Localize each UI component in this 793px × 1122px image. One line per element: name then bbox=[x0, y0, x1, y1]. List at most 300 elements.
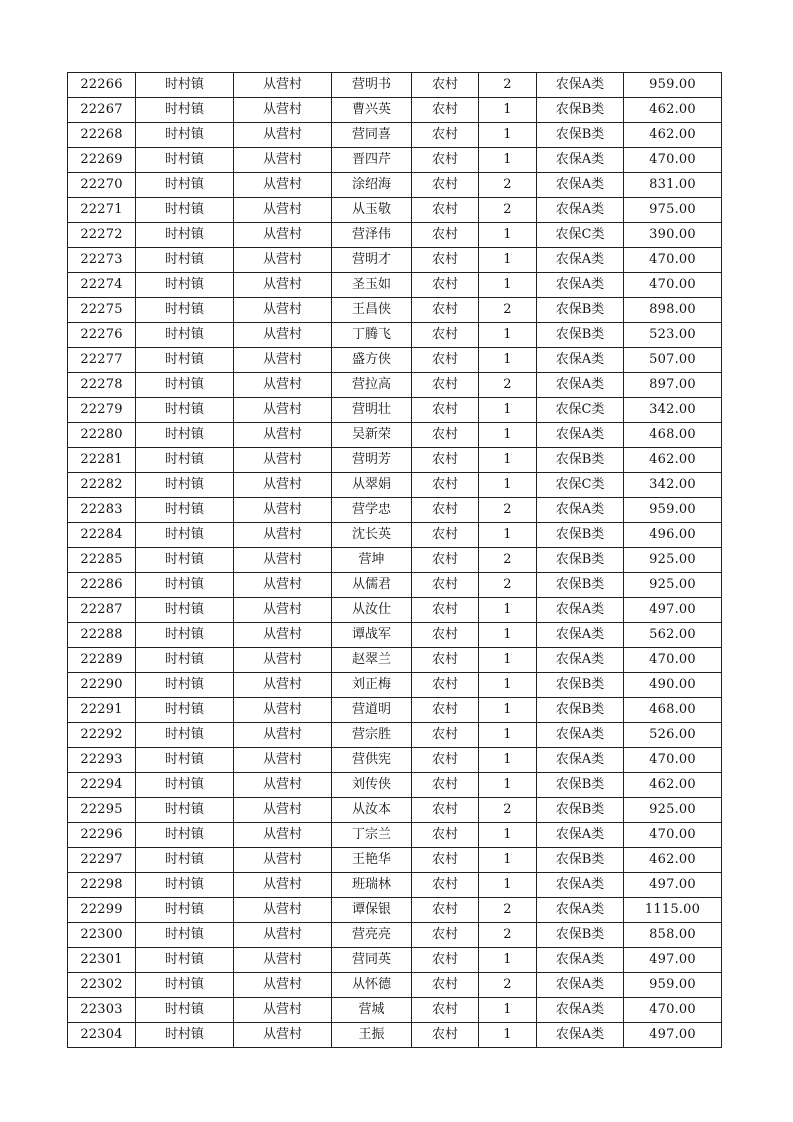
insurance-category-cell: 农保C类 bbox=[537, 398, 624, 423]
table-row bbox=[68, 423, 722, 448]
table-row bbox=[68, 648, 722, 673]
household-count-cell: 2 bbox=[479, 298, 537, 323]
area-type-cell: 农村 bbox=[412, 123, 479, 148]
village-cell: 从营村 bbox=[234, 823, 332, 848]
household-count-cell: 2 bbox=[479, 798, 537, 823]
record-id-cell: 22285 bbox=[68, 548, 136, 573]
amount-cell: 496.00 bbox=[624, 523, 722, 548]
table-row bbox=[68, 573, 722, 598]
record-id-cell: 22272 bbox=[68, 223, 136, 248]
village-cell: 从营村 bbox=[234, 548, 332, 573]
village-cell: 从营村 bbox=[234, 248, 332, 273]
amount-cell: 490.00 bbox=[624, 673, 722, 698]
amount-cell: 470.00 bbox=[624, 648, 722, 673]
village-cell: 从营村 bbox=[234, 348, 332, 373]
amount-cell: 562.00 bbox=[624, 623, 722, 648]
village-cell: 从营村 bbox=[234, 873, 332, 898]
record-id-cell: 22292 bbox=[68, 723, 136, 748]
household-count-cell: 1 bbox=[479, 1023, 537, 1048]
amount-cell: 462.00 bbox=[624, 98, 722, 123]
insurance-category-cell: 农保B类 bbox=[537, 673, 624, 698]
name-cell: 从翠娟 bbox=[332, 473, 412, 498]
insurance-category-cell: 农保B类 bbox=[537, 773, 624, 798]
table-row bbox=[68, 873, 722, 898]
household-count-cell: 2 bbox=[479, 498, 537, 523]
household-count-cell: 1 bbox=[479, 648, 537, 673]
name-cell: 从汝仕 bbox=[332, 598, 412, 623]
record-id-cell: 22286 bbox=[68, 573, 136, 598]
record-id-cell: 22301 bbox=[68, 948, 136, 973]
amount-cell: 470.00 bbox=[624, 748, 722, 773]
town-cell: 时村镇 bbox=[136, 648, 234, 673]
table-row bbox=[68, 548, 722, 573]
village-cell: 从营村 bbox=[234, 1023, 332, 1048]
village-cell: 从营村 bbox=[234, 898, 332, 923]
town-cell: 时村镇 bbox=[136, 598, 234, 623]
name-cell: 王昌侠 bbox=[332, 298, 412, 323]
town-cell: 时村镇 bbox=[136, 248, 234, 273]
amount-cell: 390.00 bbox=[624, 223, 722, 248]
town-cell: 时村镇 bbox=[136, 623, 234, 648]
name-cell: 营城 bbox=[332, 998, 412, 1023]
name-cell: 营明书 bbox=[332, 73, 412, 98]
amount-cell: 497.00 bbox=[624, 873, 722, 898]
table-row bbox=[68, 198, 722, 223]
table-row bbox=[68, 523, 722, 548]
insurance-category-cell: 农保B类 bbox=[537, 548, 624, 573]
record-id-cell: 22275 bbox=[68, 298, 136, 323]
name-cell: 从怀德 bbox=[332, 973, 412, 998]
record-id-cell: 22282 bbox=[68, 473, 136, 498]
name-cell: 刘传侠 bbox=[332, 773, 412, 798]
amount-cell: 526.00 bbox=[624, 723, 722, 748]
insurance-category-cell: 农保B类 bbox=[537, 848, 624, 873]
name-cell: 营泽伟 bbox=[332, 223, 412, 248]
village-cell: 从营村 bbox=[234, 998, 332, 1023]
insurance-category-cell: 农保A类 bbox=[537, 373, 624, 398]
name-cell: 营供宪 bbox=[332, 748, 412, 773]
area-type-cell: 农村 bbox=[412, 998, 479, 1023]
area-type-cell: 农村 bbox=[412, 648, 479, 673]
insurance-category-cell: 农保B类 bbox=[537, 573, 624, 598]
town-cell: 时村镇 bbox=[136, 748, 234, 773]
record-id-cell: 22266 bbox=[68, 73, 136, 98]
village-cell: 从营村 bbox=[234, 773, 332, 798]
village-cell: 从营村 bbox=[234, 673, 332, 698]
area-type-cell: 农村 bbox=[412, 973, 479, 998]
amount-cell: 462.00 bbox=[624, 773, 722, 798]
town-cell: 时村镇 bbox=[136, 123, 234, 148]
record-id-cell: 22281 bbox=[68, 448, 136, 473]
household-count-cell: 2 bbox=[479, 973, 537, 998]
record-id-cell: 22299 bbox=[68, 898, 136, 923]
amount-cell: 858.00 bbox=[624, 923, 722, 948]
table-row bbox=[68, 923, 722, 948]
village-cell: 从营村 bbox=[234, 148, 332, 173]
household-count-cell: 1 bbox=[479, 248, 537, 273]
village-cell: 从营村 bbox=[234, 648, 332, 673]
household-count-cell: 2 bbox=[479, 373, 537, 398]
table-row bbox=[68, 148, 722, 173]
household-count-cell: 1 bbox=[479, 623, 537, 648]
village-cell: 从营村 bbox=[234, 323, 332, 348]
table-row bbox=[68, 173, 722, 198]
insurance-category-cell: 农保B类 bbox=[537, 123, 624, 148]
record-id-cell: 22290 bbox=[68, 673, 136, 698]
area-type-cell: 农村 bbox=[412, 398, 479, 423]
area-type-cell: 农村 bbox=[412, 598, 479, 623]
name-cell: 营明芳 bbox=[332, 448, 412, 473]
household-count-cell: 1 bbox=[479, 323, 537, 348]
insurance-category-cell: 农保A类 bbox=[537, 498, 624, 523]
area-type-cell: 农村 bbox=[412, 323, 479, 348]
town-cell: 时村镇 bbox=[136, 998, 234, 1023]
area-type-cell: 农村 bbox=[412, 223, 479, 248]
household-count-cell: 1 bbox=[479, 423, 537, 448]
household-count-cell: 1 bbox=[479, 448, 537, 473]
village-cell: 从营村 bbox=[234, 173, 332, 198]
table-row bbox=[68, 948, 722, 973]
town-cell: 时村镇 bbox=[136, 423, 234, 448]
town-cell: 时村镇 bbox=[136, 373, 234, 398]
insurance-category-cell: 农保B类 bbox=[537, 448, 624, 473]
table-row bbox=[68, 698, 722, 723]
area-type-cell: 农村 bbox=[412, 173, 479, 198]
area-type-cell: 农村 bbox=[412, 948, 479, 973]
record-id-cell: 22295 bbox=[68, 798, 136, 823]
name-cell: 晋四芹 bbox=[332, 148, 412, 173]
town-cell: 时村镇 bbox=[136, 223, 234, 248]
insurance-category-cell: 农保A类 bbox=[537, 623, 624, 648]
amount-cell: 468.00 bbox=[624, 423, 722, 448]
village-cell: 从营村 bbox=[234, 73, 332, 98]
record-id-cell: 22296 bbox=[68, 823, 136, 848]
record-id-cell: 22271 bbox=[68, 198, 136, 223]
name-cell: 营同喜 bbox=[332, 123, 412, 148]
amount-cell: 470.00 bbox=[624, 248, 722, 273]
area-type-cell: 农村 bbox=[412, 823, 479, 848]
insurance-category-cell: 农保B类 bbox=[537, 523, 624, 548]
village-cell: 从营村 bbox=[234, 973, 332, 998]
village-cell: 从营村 bbox=[234, 298, 332, 323]
insurance-category-cell: 农保A类 bbox=[537, 998, 624, 1023]
record-id-cell: 22283 bbox=[68, 498, 136, 523]
record-id-cell: 22274 bbox=[68, 273, 136, 298]
table-row bbox=[68, 973, 722, 998]
household-count-cell: 2 bbox=[479, 548, 537, 573]
insurance-category-cell: 农保B类 bbox=[537, 698, 624, 723]
table-row bbox=[68, 248, 722, 273]
area-type-cell: 农村 bbox=[412, 848, 479, 873]
amount-cell: 470.00 bbox=[624, 148, 722, 173]
town-cell: 时村镇 bbox=[136, 673, 234, 698]
insurance-category-cell: 农保A类 bbox=[537, 173, 624, 198]
household-count-cell: 1 bbox=[479, 998, 537, 1023]
area-type-cell: 农村 bbox=[412, 523, 479, 548]
town-cell: 时村镇 bbox=[136, 798, 234, 823]
village-cell: 从营村 bbox=[234, 573, 332, 598]
town-cell: 时村镇 bbox=[136, 1023, 234, 1048]
table-row bbox=[68, 598, 722, 623]
household-count-cell: 1 bbox=[479, 598, 537, 623]
name-cell: 营坤 bbox=[332, 548, 412, 573]
town-cell: 时村镇 bbox=[136, 848, 234, 873]
amount-cell: 507.00 bbox=[624, 348, 722, 373]
insurance-category-cell: 农保B类 bbox=[537, 923, 624, 948]
table-row bbox=[68, 723, 722, 748]
insurance-category-cell: 农保A类 bbox=[537, 273, 624, 298]
town-cell: 时村镇 bbox=[136, 398, 234, 423]
record-id-cell: 22304 bbox=[68, 1023, 136, 1048]
insurance-category-cell: 农保A类 bbox=[537, 1023, 624, 1048]
household-count-cell: 1 bbox=[479, 223, 537, 248]
village-cell: 从营村 bbox=[234, 373, 332, 398]
record-id-cell: 22277 bbox=[68, 348, 136, 373]
area-type-cell: 农村 bbox=[412, 573, 479, 598]
area-type-cell: 农村 bbox=[412, 898, 479, 923]
table-row bbox=[68, 998, 722, 1023]
table-row bbox=[68, 298, 722, 323]
amount-cell: 959.00 bbox=[624, 73, 722, 98]
name-cell: 吴新荣 bbox=[332, 423, 412, 448]
name-cell: 丁腾飞 bbox=[332, 323, 412, 348]
town-cell: 时村镇 bbox=[136, 323, 234, 348]
household-count-cell: 1 bbox=[479, 398, 537, 423]
village-cell: 从营村 bbox=[234, 123, 332, 148]
town-cell: 时村镇 bbox=[136, 898, 234, 923]
name-cell: 刘正梅 bbox=[332, 673, 412, 698]
household-count-cell: 1 bbox=[479, 348, 537, 373]
name-cell: 圣玉如 bbox=[332, 273, 412, 298]
table-row bbox=[68, 473, 722, 498]
amount-cell: 497.00 bbox=[624, 948, 722, 973]
area-type-cell: 农村 bbox=[412, 348, 479, 373]
village-cell: 从营村 bbox=[234, 198, 332, 223]
insurance-category-cell: 农保A类 bbox=[537, 823, 624, 848]
town-cell: 时村镇 bbox=[136, 523, 234, 548]
household-count-cell: 1 bbox=[479, 673, 537, 698]
amount-cell: 470.00 bbox=[624, 823, 722, 848]
town-cell: 时村镇 bbox=[136, 873, 234, 898]
insurance-category-cell: 农保A类 bbox=[537, 723, 624, 748]
household-count-cell: 2 bbox=[479, 573, 537, 598]
area-type-cell: 农村 bbox=[412, 298, 479, 323]
record-id-cell: 22267 bbox=[68, 98, 136, 123]
record-id-cell: 22287 bbox=[68, 598, 136, 623]
table-row bbox=[68, 898, 722, 923]
household-count-cell: 2 bbox=[479, 73, 537, 98]
town-cell: 时村镇 bbox=[136, 273, 234, 298]
village-cell: 从营村 bbox=[234, 748, 332, 773]
village-cell: 从营村 bbox=[234, 598, 332, 623]
insurance-category-cell: 农保C类 bbox=[537, 223, 624, 248]
name-cell: 营同英 bbox=[332, 948, 412, 973]
amount-cell: 342.00 bbox=[624, 398, 722, 423]
name-cell: 营道明 bbox=[332, 698, 412, 723]
table-body bbox=[68, 73, 722, 1048]
amount-cell: 462.00 bbox=[624, 848, 722, 873]
household-count-cell: 1 bbox=[479, 873, 537, 898]
record-id-cell: 22300 bbox=[68, 923, 136, 948]
name-cell: 丁宗兰 bbox=[332, 823, 412, 848]
area-type-cell: 农村 bbox=[412, 548, 479, 573]
area-type-cell: 农村 bbox=[412, 748, 479, 773]
town-cell: 时村镇 bbox=[136, 923, 234, 948]
area-type-cell: 农村 bbox=[412, 148, 479, 173]
household-count-cell: 1 bbox=[479, 123, 537, 148]
village-cell: 从营村 bbox=[234, 798, 332, 823]
village-cell: 从营村 bbox=[234, 273, 332, 298]
household-count-cell: 1 bbox=[479, 848, 537, 873]
amount-cell: 462.00 bbox=[624, 448, 722, 473]
insurance-category-cell: 农保A类 bbox=[537, 648, 624, 673]
area-type-cell: 农村 bbox=[412, 923, 479, 948]
table-row bbox=[68, 773, 722, 798]
area-type-cell: 农村 bbox=[412, 773, 479, 798]
town-cell: 时村镇 bbox=[136, 73, 234, 98]
record-id-cell: 22298 bbox=[68, 873, 136, 898]
insurance-category-cell: 农保A类 bbox=[537, 198, 624, 223]
amount-cell: 342.00 bbox=[624, 473, 722, 498]
name-cell: 从玉敬 bbox=[332, 198, 412, 223]
area-type-cell: 农村 bbox=[412, 273, 479, 298]
insurance-category-cell: 农保B类 bbox=[537, 323, 624, 348]
table-row bbox=[68, 498, 722, 523]
table-row bbox=[68, 448, 722, 473]
village-cell: 从营村 bbox=[234, 398, 332, 423]
record-id-cell: 22268 bbox=[68, 123, 136, 148]
table-row bbox=[68, 223, 722, 248]
town-cell: 时村镇 bbox=[136, 823, 234, 848]
record-id-cell: 22297 bbox=[68, 848, 136, 873]
amount-cell: 497.00 bbox=[624, 598, 722, 623]
name-cell: 王艳华 bbox=[332, 848, 412, 873]
village-cell: 从营村 bbox=[234, 923, 332, 948]
town-cell: 时村镇 bbox=[136, 973, 234, 998]
amount-cell: 468.00 bbox=[624, 698, 722, 723]
table-row bbox=[68, 748, 722, 773]
record-id-cell: 22302 bbox=[68, 973, 136, 998]
area-type-cell: 农村 bbox=[412, 798, 479, 823]
record-id-cell: 22273 bbox=[68, 248, 136, 273]
village-cell: 从营村 bbox=[234, 448, 332, 473]
household-count-cell: 1 bbox=[479, 823, 537, 848]
table-row bbox=[68, 273, 722, 298]
name-cell: 营学忠 bbox=[332, 498, 412, 523]
insurance-category-cell: 农保A类 bbox=[537, 423, 624, 448]
town-cell: 时村镇 bbox=[136, 348, 234, 373]
name-cell: 王振 bbox=[332, 1023, 412, 1048]
name-cell: 谭保银 bbox=[332, 898, 412, 923]
name-cell: 从汝本 bbox=[332, 798, 412, 823]
town-cell: 时村镇 bbox=[136, 498, 234, 523]
amount-cell: 925.00 bbox=[624, 798, 722, 823]
name-cell: 盛方侠 bbox=[332, 348, 412, 373]
name-cell: 营明才 bbox=[332, 248, 412, 273]
record-id-cell: 22276 bbox=[68, 323, 136, 348]
table-row bbox=[68, 373, 722, 398]
amount-cell: 897.00 bbox=[624, 373, 722, 398]
name-cell: 营亮亮 bbox=[332, 923, 412, 948]
table-row bbox=[68, 623, 722, 648]
village-cell: 从营村 bbox=[234, 698, 332, 723]
table-row bbox=[68, 123, 722, 148]
household-count-cell: 1 bbox=[479, 948, 537, 973]
area-type-cell: 农村 bbox=[412, 98, 479, 123]
village-cell: 从营村 bbox=[234, 423, 332, 448]
record-id-cell: 22291 bbox=[68, 698, 136, 723]
amount-cell: 497.00 bbox=[624, 1023, 722, 1048]
amount-cell: 831.00 bbox=[624, 173, 722, 198]
household-count-cell: 2 bbox=[479, 173, 537, 198]
table-row bbox=[68, 73, 722, 98]
insurance-category-cell: 农保A类 bbox=[537, 873, 624, 898]
household-count-cell: 1 bbox=[479, 98, 537, 123]
insurance-category-cell: 农保A类 bbox=[537, 898, 624, 923]
town-cell: 时村镇 bbox=[136, 773, 234, 798]
table-row bbox=[68, 98, 722, 123]
village-cell: 从营村 bbox=[234, 473, 332, 498]
amount-cell: 470.00 bbox=[624, 998, 722, 1023]
household-count-cell: 1 bbox=[479, 723, 537, 748]
name-cell: 班瑞林 bbox=[332, 873, 412, 898]
area-type-cell: 农村 bbox=[412, 73, 479, 98]
amount-cell: 959.00 bbox=[624, 973, 722, 998]
record-id-cell: 22280 bbox=[68, 423, 136, 448]
village-cell: 从营村 bbox=[234, 223, 332, 248]
table-row bbox=[68, 673, 722, 698]
record-id-cell: 22294 bbox=[68, 773, 136, 798]
name-cell: 营明壮 bbox=[332, 398, 412, 423]
village-cell: 从营村 bbox=[234, 498, 332, 523]
insurance-category-cell: 农保A类 bbox=[537, 748, 624, 773]
table-row bbox=[68, 348, 722, 373]
household-count-cell: 2 bbox=[479, 898, 537, 923]
household-count-cell: 1 bbox=[479, 473, 537, 498]
town-cell: 时村镇 bbox=[136, 548, 234, 573]
area-type-cell: 农村 bbox=[412, 673, 479, 698]
insurance-category-cell: 农保B类 bbox=[537, 298, 624, 323]
area-type-cell: 农村 bbox=[412, 248, 479, 273]
insurance-category-cell: 农保B类 bbox=[537, 798, 624, 823]
town-cell: 时村镇 bbox=[136, 698, 234, 723]
village-cell: 从营村 bbox=[234, 848, 332, 873]
area-type-cell: 农村 bbox=[412, 1023, 479, 1048]
record-id-cell: 22288 bbox=[68, 623, 136, 648]
record-id-cell: 22303 bbox=[68, 998, 136, 1023]
village-cell: 从营村 bbox=[234, 948, 332, 973]
household-count-cell: 2 bbox=[479, 923, 537, 948]
table-row bbox=[68, 798, 722, 823]
area-type-cell: 农村 bbox=[412, 698, 479, 723]
insurance-category-cell: 农保A类 bbox=[537, 598, 624, 623]
town-cell: 时村镇 bbox=[136, 98, 234, 123]
insurance-category-cell: 农保A类 bbox=[537, 348, 624, 373]
household-count-cell: 1 bbox=[479, 698, 537, 723]
town-cell: 时村镇 bbox=[136, 198, 234, 223]
name-cell: 谭战军 bbox=[332, 623, 412, 648]
town-cell: 时村镇 bbox=[136, 173, 234, 198]
name-cell: 曹兴英 bbox=[332, 98, 412, 123]
village-cell: 从营村 bbox=[234, 523, 332, 548]
record-id-cell: 22279 bbox=[68, 398, 136, 423]
amount-cell: 462.00 bbox=[624, 123, 722, 148]
insurance-category-cell: 农保B类 bbox=[537, 98, 624, 123]
insurance-category-cell: 农保C类 bbox=[537, 473, 624, 498]
record-id-cell: 22289 bbox=[68, 648, 136, 673]
name-cell: 营拉高 bbox=[332, 373, 412, 398]
amount-cell: 470.00 bbox=[624, 273, 722, 298]
